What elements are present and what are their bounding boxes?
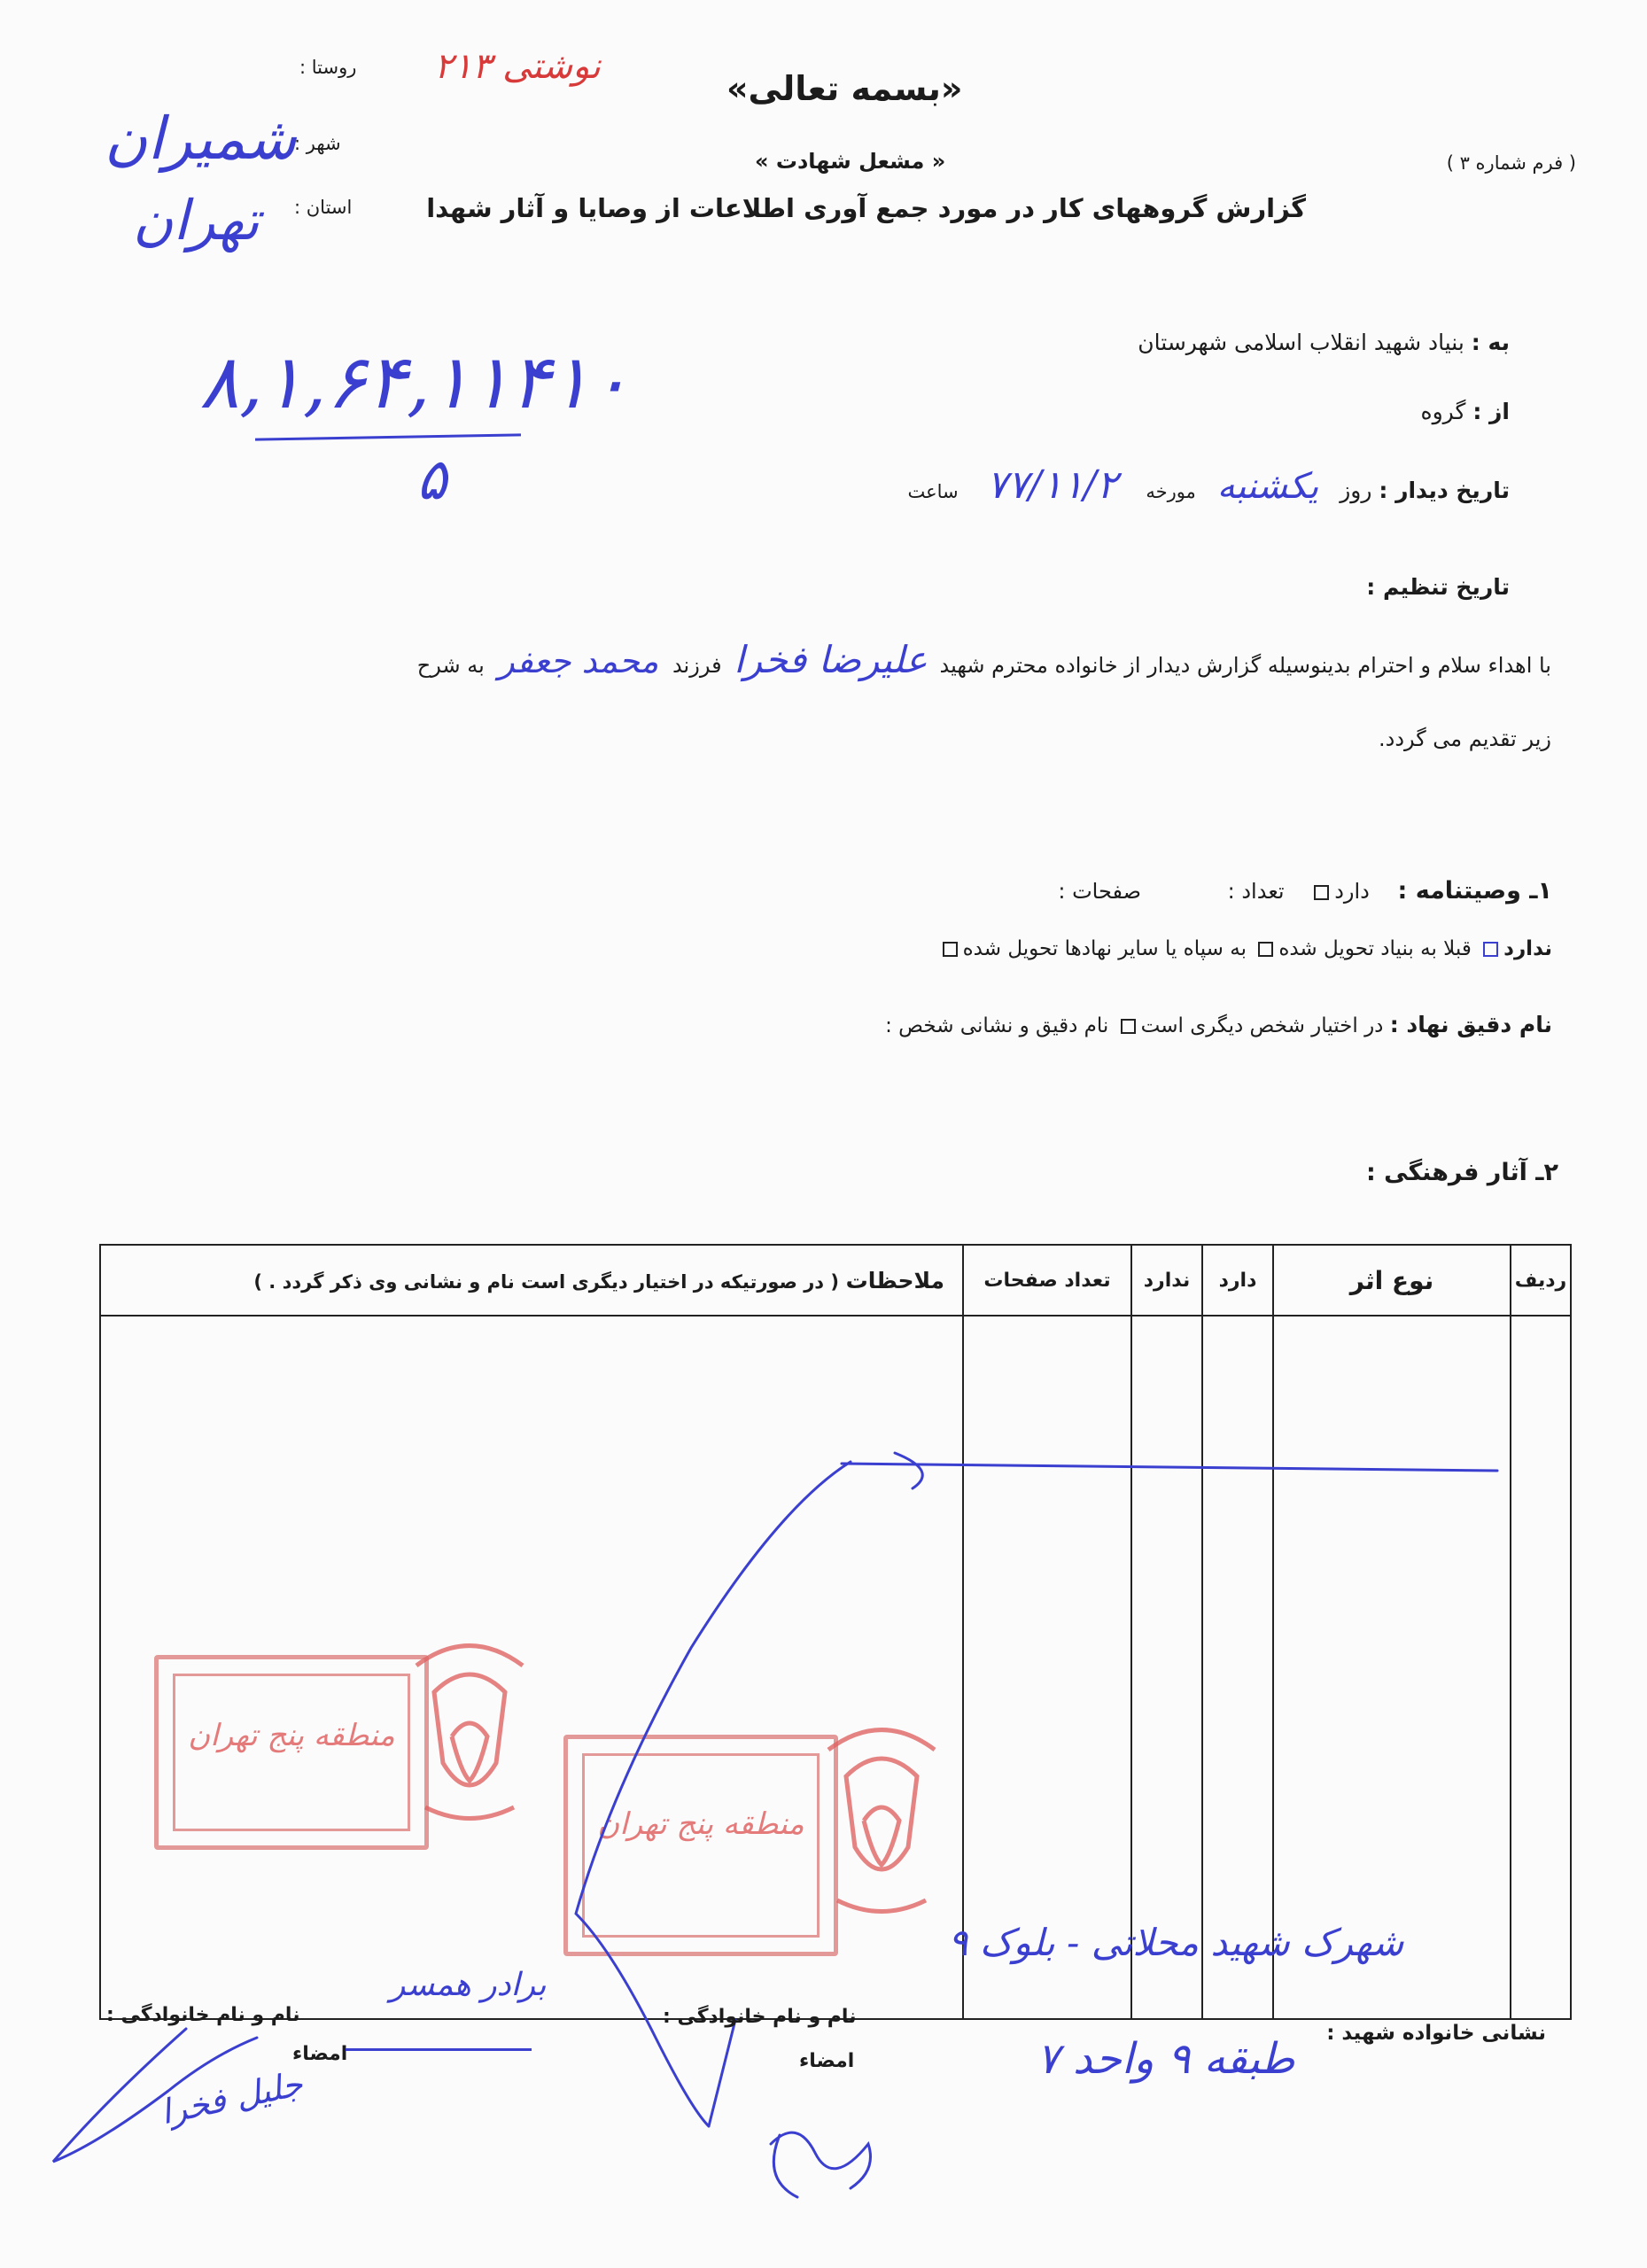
intro-text: با اهداء سلام و احترام بدینوسیله گزارش دیدار از خانواده محترم شهید — [939, 653, 1551, 678]
signer-name: جلیل فخرا — [157, 2063, 307, 2132]
from-value: گروه — [1420, 399, 1466, 424]
province-label: استان : — [294, 197, 353, 218]
file-code-numerator: ۸,۱,۶۴,۱۱۴۱۰ — [199, 338, 631, 425]
village-label: روستا : — [299, 57, 357, 78]
day-value: یکشنبه — [1216, 466, 1319, 507]
date-label: مورخه — [1146, 481, 1196, 502]
address-label: نشانی خانواده شهید : — [1326, 2022, 1546, 2045]
page-title: گزارش گروههای کار در مورد جمع آوری اطلاعات از وصایا و آثار شهدا — [426, 193, 1306, 223]
son-of-label: فرزند — [672, 653, 722, 678]
day-label: روز — [1340, 478, 1372, 503]
col-none: ندارد — [1131, 1245, 1202, 1316]
office-stamp-2-text: منطقه پنج تهران — [597, 1806, 804, 1842]
subtitle: « مشعل شهادت » — [755, 149, 946, 174]
cultural-heading: ۲ـ آثار فرهنگی : — [1365, 1159, 1558, 1186]
opt-foundation: قبلا به بنیاد تحویل شده — [1278, 937, 1472, 960]
col-type: نوع اثر — [1273, 1245, 1511, 1316]
intro-line-2: زیر تقدیم می گردد. — [1379, 726, 1551, 751]
office-stamp-1-text: منطقه پنج تهران — [188, 1718, 395, 1753]
visit-date-label: تاریخ دیدار : — [1379, 478, 1510, 503]
col-remarks-title: ملاحظات — [845, 1267, 944, 1293]
will-has-label: دارد — [1334, 879, 1370, 904]
case-number: نوشتی ۲۱۳ — [434, 46, 601, 87]
to-label: به : — [1471, 330, 1510, 355]
will-count-label: تعداد : — [1227, 879, 1285, 904]
city-value: شمیران — [105, 105, 297, 173]
col-remarks-note: ( در صورتیکه در اختیار دیگری است نام و نشانی وی ذکر گردد . ) — [253, 1270, 839, 1293]
address-line-2: طبقه ۹ واحد ۷ — [1037, 2034, 1295, 2084]
sign-label-left: امضاء — [292, 2043, 348, 2065]
father-name: محمد جعفر — [498, 641, 659, 680]
date-value: ۷۷/۱۱/۲ — [986, 462, 1118, 508]
person-label: نام دقیق و نشانی شخص : — [885, 1014, 1109, 1037]
city-label: شهر : — [294, 133, 341, 154]
witness-name: برادر همسر — [390, 1967, 547, 2003]
opt-person: در اختیار شخص دیگری است — [1140, 1014, 1384, 1037]
to-value: بنیاد شهید انقلاب اسلامی شهرستان — [1138, 330, 1464, 355]
col-row: ردیف — [1511, 1245, 1571, 1316]
province-value: تهران — [133, 188, 260, 252]
prep-date-label: تاریخ تنظیم : — [1366, 574, 1510, 600]
col-pages: تعداد صفحات — [963, 1245, 1131, 1316]
from-label: از : — [1472, 399, 1510, 424]
opt-other: به سپاه یا سایر نهادها تحویل شده — [962, 937, 1247, 960]
time-label: ساعت — [907, 481, 959, 502]
name-label-left: نام و نام خانوادگی : — [106, 2004, 300, 2026]
sign-label-mid: امضاء — [799, 2050, 855, 2072]
martyr-name: علیرضا فخرا — [734, 638, 928, 681]
intro-text-2: به شرح — [416, 653, 485, 678]
will-heading: ۱ـ وصیتنامه : — [1397, 877, 1552, 905]
basmala: «بسمه تعالی» — [726, 69, 963, 108]
file-code-denominator: ۵ — [416, 447, 447, 513]
address-line-1: شهرک شهید محلاتی - بلوک ۹ — [948, 1921, 1404, 1964]
name-label-mid: نام و نام خانوادگی : — [663, 2006, 857, 2028]
form-number: ( فرم شماره ۳ ) — [1446, 152, 1576, 174]
will-none-label: ندارد — [1503, 937, 1552, 960]
will-pages-label: صفحات : — [1058, 879, 1142, 904]
col-has: دارد — [1202, 1245, 1273, 1316]
org-label: نام دقیق نهاد : — [1389, 1012, 1552, 1037]
